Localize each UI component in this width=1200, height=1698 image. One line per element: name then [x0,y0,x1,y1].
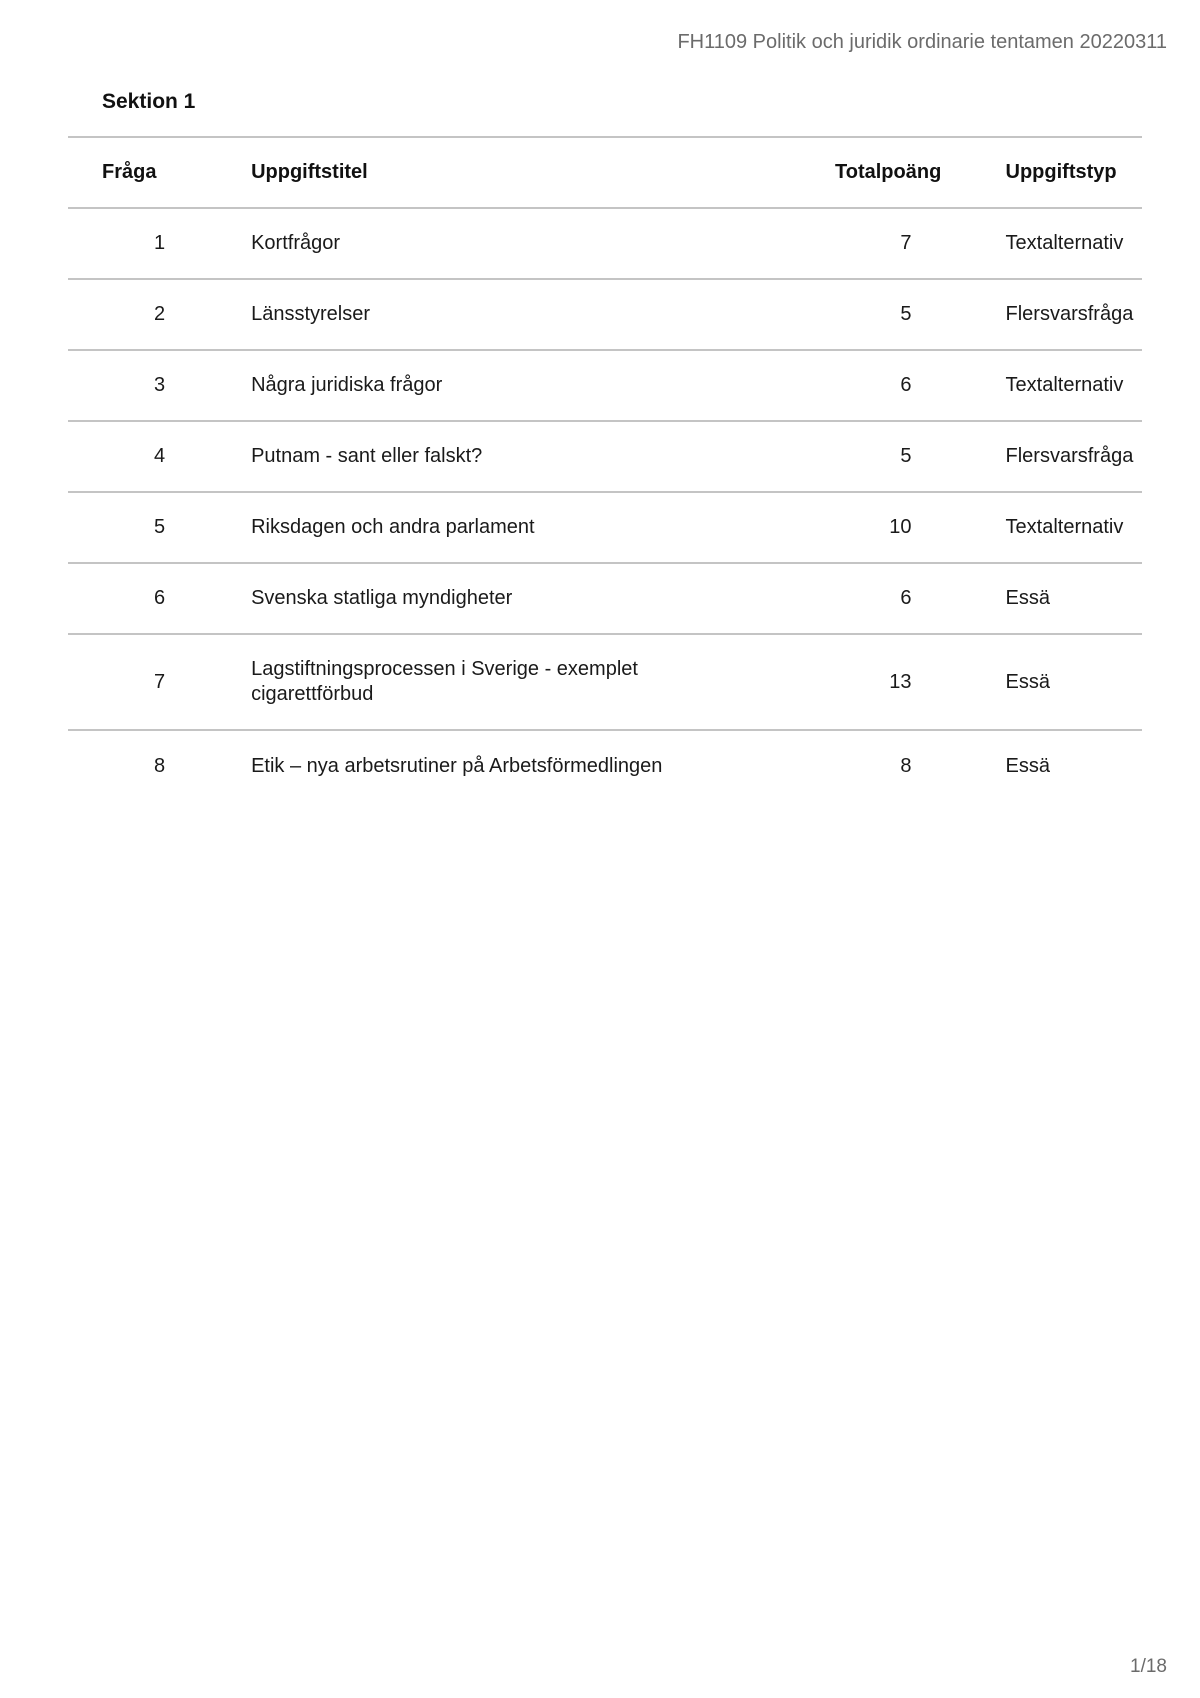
task-points: 5 [900,303,912,325]
task-title: Riksdagen och andra parlament [251,516,535,538]
task-type: Textalternativ [1005,516,1124,538]
table-row [68,279,1142,350]
document-title: FH1109 Politik och juridik ordinarie tentamen 20220311 [677,31,1167,53]
task-type: Flersvarsfråga [1005,303,1134,325]
table-row [68,208,1142,279]
task-title: Kortfrågor [251,232,341,254]
table-header-row [68,137,1142,208]
task-number: 1 [153,232,166,254]
column-header-uppgiftstitel: Uppgiftstitel [251,161,368,183]
page-number: 1/18 [1130,1656,1167,1677]
table-row [68,563,1142,634]
task-number: 5 [153,516,166,538]
tasks-table [68,136,1142,801]
task-title: Etik – nya arbetsrutiner på Arbetsförmedlingen [251,754,663,777]
task-title: Länsstyrelser [251,303,371,325]
table-row [68,634,1142,730]
task-points: 7 [900,232,912,254]
table-row [68,730,1142,801]
task-title: Putnam - sant eller falskt? [251,445,483,467]
task-points: 10 [889,516,912,538]
task-number: 4 [153,445,166,467]
task-type: Flersvarsfråga [1005,445,1134,467]
table-row [68,492,1142,563]
task-points: 13 [889,670,912,693]
column-header-fraga: Fråga [102,161,157,183]
table-header [68,137,1142,208]
task-number: 2 [153,303,166,325]
task-type: Essä [1005,587,1050,609]
task-type: Essä [1005,670,1050,693]
task-type: Textalternativ [1005,232,1124,254]
task-points: 5 [900,445,912,467]
task-type: Textalternativ [1005,374,1124,396]
column-header-totalpoang: Totalpoäng [835,161,942,183]
section-title: Sektion 1 [102,90,196,113]
task-title: Lagstiftningsprocessen i Sverige - exemplet cigarettförbud [251,658,638,705]
task-number: 7 [153,670,166,693]
column-header-uppgiftstyp: Uppgiftstyp [1005,161,1117,183]
table-row [68,421,1142,492]
task-title: Några juridiska frågor [251,374,443,396]
task-points: 6 [900,587,912,609]
task-title: Svenska statliga myndigheter [251,587,513,609]
task-number: 6 [153,587,166,609]
table-row [68,350,1142,421]
task-type: Essä [1005,754,1050,777]
table-body [68,208,1142,801]
task-points: 8 [900,754,912,777]
task-number: 8 [153,754,166,777]
task-points: 6 [900,374,912,396]
task-number: 3 [153,374,166,396]
